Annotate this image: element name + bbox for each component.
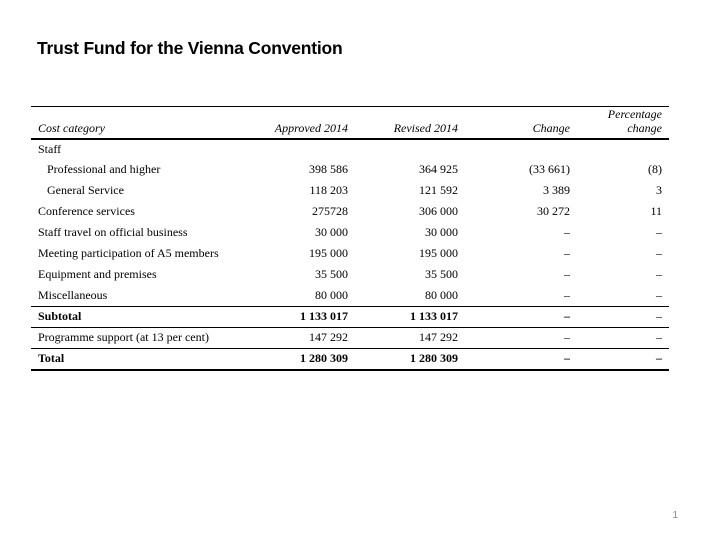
cell-change: – (465, 349, 577, 370)
cell-approved (244, 139, 355, 160)
cell-category: Equipment and premises (38, 267, 157, 282)
cell-approved: 118 203 (309, 183, 348, 198)
cell-approved: 1 280 309 (244, 349, 355, 370)
cell-change: – (564, 267, 570, 282)
cell-approved: 147 292 (309, 330, 348, 345)
cell-category: Meeting participation of A5 members (38, 246, 219, 261)
cell-category: General Service (47, 183, 124, 198)
cell-category: Conference services (38, 204, 135, 219)
header-approved-2014: Approved 2014 (244, 107, 355, 139)
cell-change: – (564, 225, 570, 240)
cell-approved: 275728 (312, 204, 348, 219)
cell-percentage: – (656, 246, 662, 261)
cell-approved: 30 000 (315, 225, 348, 240)
cell-percentage (577, 139, 669, 160)
cell-approved: 80 000 (315, 287, 348, 302)
cell-revised: 147 292 (419, 330, 458, 345)
cell-change: – (564, 330, 570, 345)
cell-percentage: – (656, 330, 662, 345)
cell-category: Professional and higher (47, 162, 161, 177)
cell-revised: 30 000 (425, 225, 458, 240)
cell-approved: 1 133 017 (244, 307, 355, 328)
cell-change: – (465, 307, 577, 328)
cell-revised: 306 000 (419, 204, 458, 219)
cell-category: Programme support (at 13 per cent) (38, 330, 209, 345)
cell-change: – (564, 246, 570, 261)
cell-percentage: – (656, 267, 662, 282)
table-row-subtotal (31, 307, 669, 328)
table-row-programme-support (31, 328, 669, 349)
cell-approved: 35 500 (315, 267, 348, 282)
header-change: Change (465, 107, 577, 139)
cell-change: 3 389 (543, 183, 570, 198)
table-row-staff-travel (31, 223, 669, 244)
cell-revised: 364 925 (419, 162, 458, 177)
cell-change: (33 661) (529, 162, 570, 177)
cell-revised: 121 592 (419, 183, 458, 198)
cell-percentage: – (577, 349, 669, 370)
cell-approved: 195 000 (309, 246, 348, 261)
cell-category: Staff (38, 141, 62, 156)
cell-percentage: 11 (650, 204, 662, 219)
cell-category: Staff travel on official business (38, 225, 188, 240)
cell-revised: 80 000 (425, 287, 458, 302)
header-percentage-line1: Percentage (607, 106, 662, 121)
cell-change: 30 272 (537, 204, 570, 219)
cell-change (465, 139, 577, 160)
table-row-conference-services (31, 202, 669, 223)
table-header-row (31, 107, 669, 139)
cell-revised (355, 139, 465, 160)
table-row-total (31, 349, 669, 370)
table-row-general-service (31, 181, 669, 202)
table-row-equipment (31, 265, 669, 286)
cell-category: Total (31, 349, 244, 370)
header-revised-2014: Revised 2014 (355, 107, 465, 139)
cell-revised: 1 133 017 (355, 307, 465, 328)
cell-category: Subtotal (31, 307, 244, 328)
page-number: 1 (672, 510, 678, 521)
header-cost-category: Cost category (31, 107, 244, 139)
cell-percentage: (8) (648, 162, 662, 177)
header-percentage-line2: change (627, 120, 662, 135)
table-row-staff (31, 139, 669, 160)
table-row-miscellaneous (31, 286, 669, 307)
cell-revised: 35 500 (425, 267, 458, 282)
table-row-meeting-participation (31, 244, 669, 265)
cell-revised: 1 280 309 (355, 349, 465, 370)
cell-percentage: – (577, 307, 669, 328)
budget-table (31, 106, 669, 371)
cell-percentage: – (656, 225, 662, 240)
cell-revised: 195 000 (419, 246, 458, 261)
cell-percentage: – (656, 287, 662, 302)
cell-approved: 398 586 (309, 162, 348, 177)
cell-change: – (564, 287, 570, 302)
cell-percentage: 3 (656, 183, 662, 198)
cell-category: Miscellaneous (38, 287, 108, 302)
slide-title: Trust Fund for the Vienna Convention (37, 38, 343, 58)
header-percentage-change (577, 107, 669, 139)
table-row-professional (31, 160, 669, 181)
